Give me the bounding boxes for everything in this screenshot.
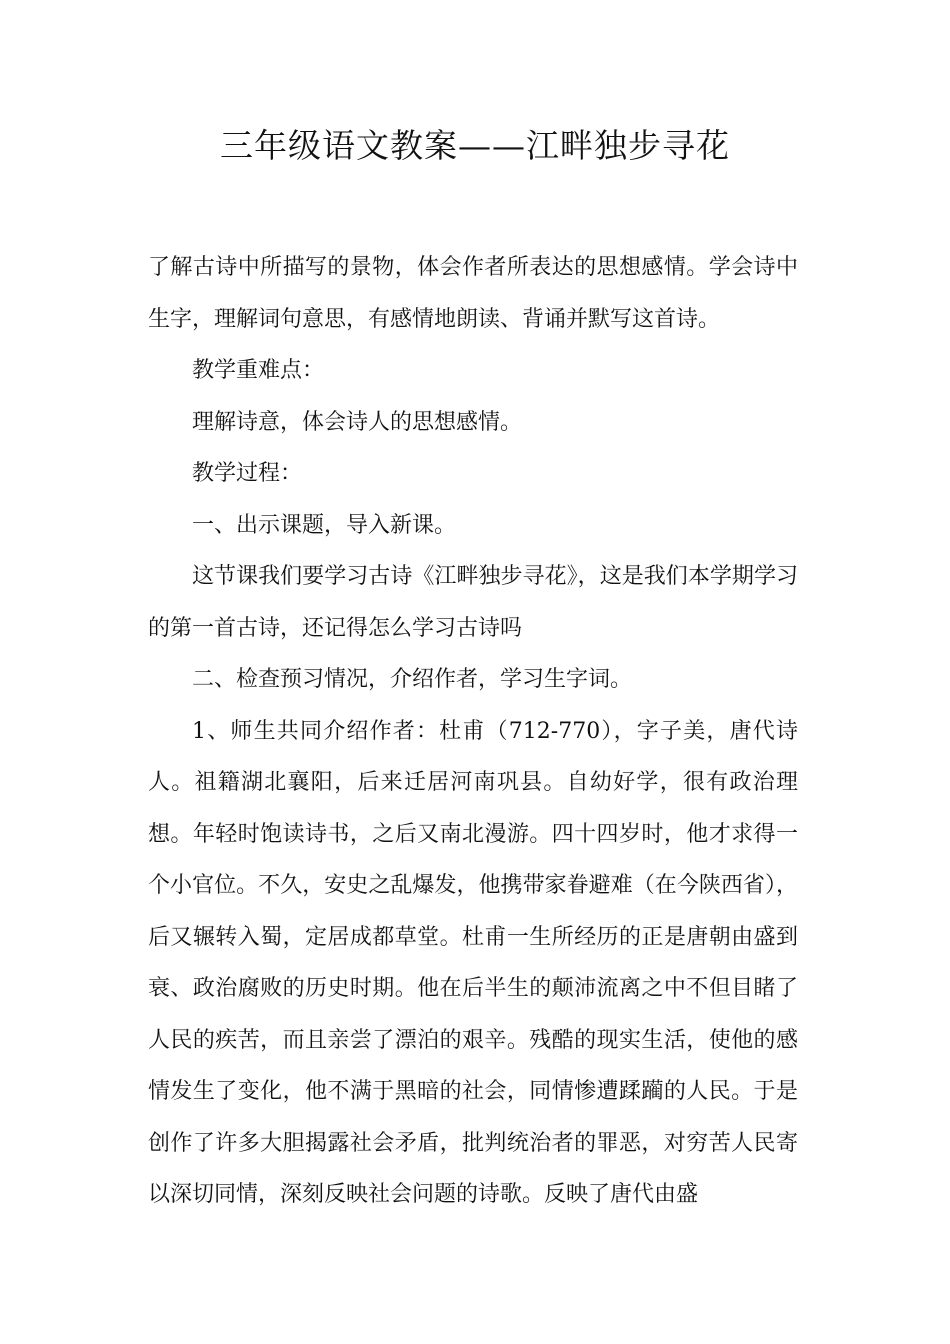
document-body — [148, 242, 798, 1221]
paragraph-author-bio: 1、师生共同介绍作者：杜甫（712-770），字子美，唐代诗人。祖籍湖北襄阳，后来迁居河南巩县。自幼好学，很有政治理想。年轻时饱读诗书，之后又南北漫游。四十四岁时，他才求得一个小官位。不久，安史之乱爆发，他携带家眷避难（在今陕西省），后又辗转入蜀，定居成都草堂。杜甫一生所经历的正是唐朝由盛到衰、政治腐败的历史时期。他在后半生的颠沛流离之中不但目睹了人民的疾苦，而且亲尝了漂泊的艰辛。残酷的现实生活，使他的感情发生了变化，他不满于黑暗的社会，同情惨遭蹂躏的人民。于是创作了许多大胆揭露社会矛盾，批判统治者的罪恶，对穷苦人民寄以深切同情，深刻反映社会问题的诗歌。反映了唐代由盛 — [148, 718, 798, 1207]
paragraph-step-two: 二、检查预习情况，介绍作者，学习生字词。 — [192, 667, 633, 692]
paragraph-introduction: 这节课我们要学习古诗《江畔独步寻花》，这是我们本学期学习的第一首古诗，还记得怎么学习古诗吗 — [148, 564, 798, 641]
page-title: 三年级语文教案——江畔独步寻花 — [220, 126, 730, 165]
paragraph-objectives: 了解古诗中所描写的景物，体会作者所表达的思想感情。学会诗中生字，理解词句意思，有感情地朗读、背诵并默写这首诗。 — [148, 255, 798, 332]
paragraph-key-points-heading: 教学重难点： — [192, 358, 325, 383]
paragraph-step-one: 一、出示课题，导入新课。 — [192, 512, 457, 538]
paragraph-process-heading: 教学过程： — [192, 461, 303, 486]
paragraph-key-points: 理解诗意，体会诗人的思想感情。 — [192, 409, 523, 435]
